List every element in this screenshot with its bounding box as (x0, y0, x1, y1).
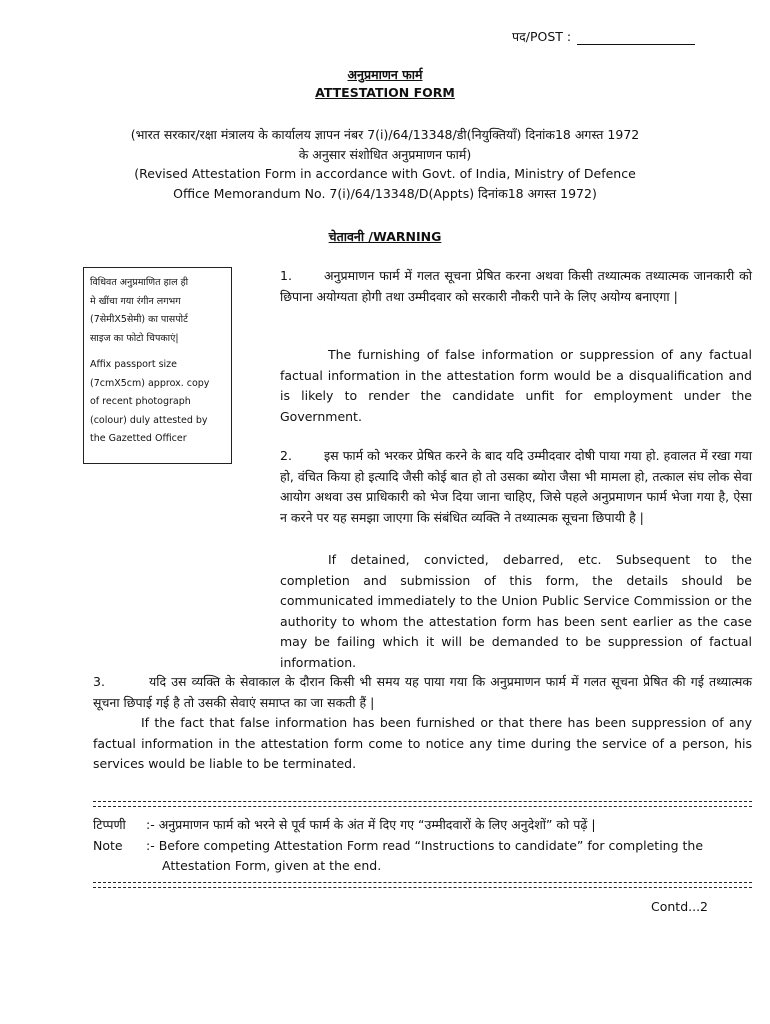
note-hindi-text: :- अनुप्रमाणन फार्म को भरने से पूर्व फार्म के अंत में दिए गए “उम्मीदवारों के लिए अनुदेशों” को पढ़ें | (146, 817, 596, 832)
photo-instruction-en-4: (colour) duly attested by (90, 414, 208, 426)
note-english-text-line-1: :- Before competing Attestation Form read “Instructions to candidate” for completing the (146, 838, 704, 853)
note-english-label: Note (93, 838, 123, 853)
photo-instruction-en-2: (7cmX5cm) approx. copy (90, 377, 210, 389)
subtitle-english (0, 164, 770, 204)
double-dashed-divider-top (93, 801, 752, 807)
paragraph-1-number: 1. (280, 268, 292, 283)
form-title-hindi: अनुप्रमाणन फार्म (347, 67, 423, 82)
note-english-text-line-2: Attestation Form, given at the end. (162, 858, 382, 873)
continued-marker: Contd...2 (651, 899, 709, 914)
paragraph-3-hindi (93, 672, 752, 713)
note-english-text (146, 836, 752, 876)
subtitle-hindi (0, 125, 770, 165)
subtitle-english-line-2: Office Memorandum No. 7(i)/64/13348/D(Appts) दिनांक18 अगस्त 1972) (173, 186, 597, 201)
photo-box (83, 267, 232, 464)
photo-instruction-hi-4: साइज का फोटो चिपकाएं| (90, 332, 179, 344)
post-blank-line[interactable] (577, 32, 695, 45)
subtitle-hindi-line-2: के अनुसार संशोधित अनुप्रमाणन फार्म) (298, 147, 472, 162)
warning-heading: चेतावनी /WARNING (328, 229, 442, 244)
photo-instruction-en-5: the Gazetted Officer (90, 433, 187, 444)
paragraph-2-hindi (280, 446, 752, 528)
subtitle-english-line-1: (Revised Attestation Form in accordance with Govt. of India, Ministry of Defence (134, 166, 636, 181)
paragraph-2-english: If detained, convicted, debarred, etc. Subsequent to the completion and submission of this form, the details should be communicated immediately to the Union Public Service Commission or the authority to whom the attestation form has been sent earlier as the case may be failing which it will be demanded to be suppression of factual information. (280, 552, 752, 670)
paragraph-2-hindi-text: इस फार्म को भरकर प्रेषित करने के बाद यदि उम्मीदवार दोषी पाया गया हो. हवालत में रखा गया हो, वंचित किया हो इत्यादि जैसी कोई बात हो तो उसका ब्योरा जैसा भी मामला हो, तत्काल संघ लोक सेवा आयोग अथवा उस प्राधिकारी को भेज दिया जाना चाहिए, जिसे पहले अनुप्रमाणन फार्म भेजा गया है, ऐसा न करने पर यह समझा जाएगा कि संबंधित व्यक्ति ने तथ्यात्मक सूचना छिपायी है | (280, 448, 752, 525)
paragraph-1-hindi (280, 266, 752, 307)
note-hindi-label: टिप्पणी (93, 817, 126, 832)
photo-instruction-hi-2: मे खींचा गया रंगीन लगभग (90, 295, 181, 307)
subtitle-hindi-line-1: (भारत सरकार/रक्षा मंत्रालय के कार्यालय ज्ञापन नंबर 7(i)/64/13348/डी(नियुक्तियाँ) दिनांक18 अगस्त 1972 (130, 127, 640, 142)
paragraph-3-english: If the fact that false information has been furnished or that there has been suppression of any factual information in the attestation form come to notice any time during the service of a person, his services would be liable to be terminated. (93, 715, 752, 771)
photo-instruction-en-3: of recent photograph (90, 396, 191, 407)
paragraph-1-hindi-text: अनुप्रमाणन फार्म में गलत सूचना प्रेषित करना अथवा किसी तथ्यात्मक तथ्यात्मक जानकारी को छिपाना अयोग्यता होगी तथा उम्मीदवार को सरकारी नौकरी पाने के लिए अयोग्य बनाएगा | (280, 268, 752, 304)
double-dashed-divider-bottom (93, 882, 752, 888)
paragraph-3-hindi-text: यदि उस व्यक्ति के सेवाकाल के दौरान किसी भी समय यह पाया गया कि अनुप्रमाणन फार्म में गलत सूचना प्रेषित की गई तथ्यात्मक सूचना छिपाई गई है तो उसकी सेवाएं समाप्त का जा सकती हैं | (93, 674, 752, 710)
paragraph-2-number: 2. (280, 448, 292, 463)
paragraph-1-english: The furnishing of false information or suppression of any factual factual information in the attestation form would be a disqualification and is likely to render the candidate unfit for employment under the Government. (280, 347, 752, 424)
photo-instruction-hi-3: (7सेमीX5सेमी) का पासपोर्ट (90, 314, 188, 325)
post-label: पद/POST : (512, 29, 572, 44)
photo-instruction-en-1: Affix passport size (90, 359, 177, 370)
post-field (512, 28, 695, 45)
paragraph-3-number: 3. (93, 674, 105, 689)
photo-instruction-hi-1: विधिवत अनुप्रमाणित हाल ही (90, 277, 189, 288)
form-title-english: ATTESTATION FORM (315, 85, 455, 100)
